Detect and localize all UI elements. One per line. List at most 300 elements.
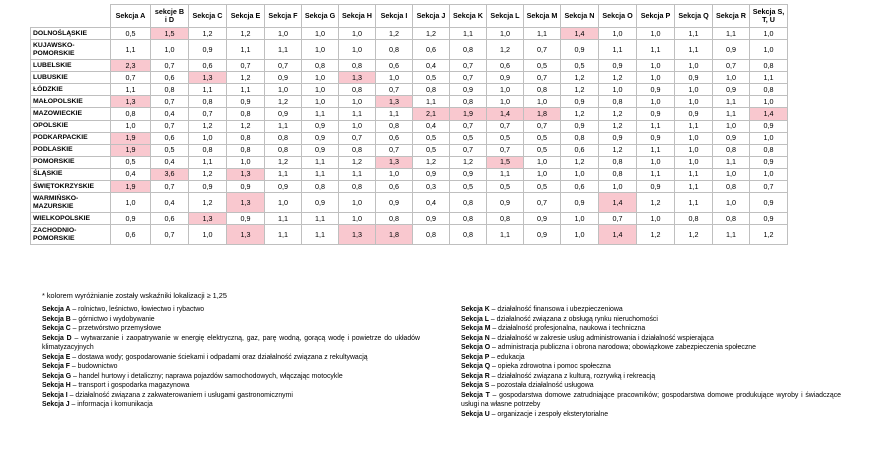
location-quotient-table	[30, 4, 788, 245]
table-cell: 0,5	[413, 132, 450, 144]
table-cell: 1,1	[487, 225, 524, 245]
table-cell: 0,7	[151, 181, 189, 193]
table-cell: 1,2	[637, 225, 675, 245]
table-row	[31, 132, 788, 144]
table-cell: 1,9	[111, 132, 151, 144]
table-cell: 1,0	[339, 193, 376, 213]
legend-desc: – działalność związana z zakwaterowaniem i usługami gastronomicznymi	[67, 391, 293, 399]
table-cell: 1,0	[302, 84, 339, 96]
table-cell: 1,2	[189, 193, 227, 213]
table-cell: 2,3	[111, 60, 151, 72]
column-header: sekcje B i D	[151, 5, 189, 28]
table-cell: 0,9	[561, 96, 599, 108]
table-cell: 1,3	[227, 225, 265, 245]
table-cell: 0,9	[750, 193, 788, 213]
table-cell: 0,8	[750, 144, 788, 156]
legend-code: Sekcja O	[461, 344, 491, 351]
table-cell: 0,7	[524, 40, 561, 60]
table-cell: 1,1	[675, 168, 713, 180]
table-cell: 1,1	[189, 156, 227, 168]
table-cell: 0,6	[376, 181, 413, 193]
table-cell: 0,5	[524, 60, 561, 72]
table-cell: 1,0	[339, 28, 376, 40]
legend-code: Sekcja G	[42, 372, 72, 380]
table-header-row	[31, 5, 788, 28]
table-cell: 0,6	[189, 60, 227, 72]
table-cell: 1,0	[524, 156, 561, 168]
table-cell: 0,8	[713, 213, 750, 225]
column-header: Sekcja R	[713, 5, 750, 28]
table-cell: 1,0	[637, 213, 675, 225]
table-row	[31, 84, 788, 96]
table-cell: 1,4	[750, 108, 788, 120]
table-cell: 0,9	[450, 168, 487, 180]
table-cell: 1,0	[599, 28, 637, 40]
table-cell: 1,0	[637, 60, 675, 72]
table-cell: 1,1	[413, 96, 450, 108]
table-cell: 1,2	[376, 28, 413, 40]
table-cell: 1,1	[713, 225, 750, 245]
legend-desc: – transport i gospodarka magazynowa	[70, 382, 190, 389]
table-cell: 0,4	[413, 120, 450, 132]
table-cell: 1,3	[376, 156, 413, 168]
table-cell: 0,6	[111, 225, 151, 245]
table-cell: 1,1	[637, 168, 675, 180]
table-cell: 1,1	[302, 225, 339, 245]
table-cell: 0,9	[637, 132, 675, 144]
legend-item	[42, 334, 420, 353]
table-cell: 1,3	[189, 213, 227, 225]
table-cell: 1,0	[111, 193, 151, 213]
table-cell: 1,1	[713, 96, 750, 108]
table-cell: 0,9	[713, 40, 750, 60]
legend-code: Sekcja R	[461, 372, 490, 380]
table-cell: 0,8	[227, 108, 265, 120]
legend-code: Sekcja N	[461, 334, 490, 342]
legend-desc: – opieka zdrowotna i pomoc społeczna	[490, 363, 611, 370]
table-cell: 0,5	[450, 132, 487, 144]
legend-desc: – pozostała działalność usługowa	[489, 382, 594, 389]
table-cell: 1,0	[302, 72, 339, 84]
table-cell: 1,0	[750, 96, 788, 108]
legend-code: Sekcja D	[42, 334, 72, 342]
table-cell: 0,4	[413, 60, 450, 72]
table-cell: 0,9	[487, 193, 524, 213]
legend-code: Sekcja A	[42, 306, 71, 313]
table-cell: 0,8	[227, 144, 265, 156]
table-cell: 1,1	[111, 84, 151, 96]
legend-desc: – działalność w zakresie usług administrowania i działalność wspierająca	[489, 334, 714, 342]
table-cell: 1,4	[599, 193, 637, 213]
table-cell: 1,0	[713, 193, 750, 213]
table-cell: 0,6	[151, 213, 189, 225]
table-cell: 1,0	[637, 28, 675, 40]
table-cell: 0,8	[302, 60, 339, 72]
table-cell: 0,9	[227, 213, 265, 225]
legend-item	[42, 305, 420, 315]
region-name: ŚLĄSKIE	[31, 168, 111, 180]
table-cell: 0,6	[376, 132, 413, 144]
table-cell: 0,9	[413, 168, 450, 180]
table-cell: 1,9	[111, 181, 151, 193]
table-cell: 0,8	[750, 84, 788, 96]
legend-code: Sekcja C	[42, 325, 71, 332]
legend-code: Sekcja L	[461, 315, 489, 323]
table-cell: 1,1	[487, 168, 524, 180]
legend-code: Sekcja U	[461, 410, 490, 418]
legend-desc: – działalność profesjonalna, naukowa i techniczna	[490, 325, 646, 332]
table-cell: 1,2	[339, 156, 376, 168]
legend-code: Sekcja K	[461, 306, 490, 313]
table-cell: 0,9	[599, 60, 637, 72]
highlight-note: * kolorem wyróżnianie zostały wskaźniki lokalizacji ≥ 1,25	[42, 291, 227, 300]
region-name: DOLNOŚLĄSKIE	[31, 28, 111, 40]
table-cell: 0,7	[151, 225, 189, 245]
table-cell: 1,2	[413, 28, 450, 40]
legend-item	[461, 362, 841, 372]
table-cell: 1,2	[561, 156, 599, 168]
table-cell: 0,8	[599, 168, 637, 180]
table-cell: 0,8	[302, 181, 339, 193]
table-cell: 0,7	[524, 193, 561, 213]
table-cell: 0,9	[189, 181, 227, 193]
table-cell: 1,3	[339, 72, 376, 84]
table-cell: 1,1	[339, 108, 376, 120]
table-cell: 0,7	[750, 181, 788, 193]
legend-desc: – edukacja	[489, 353, 525, 361]
table-cell: 3,6	[151, 168, 189, 180]
legend-desc: – wytwarzanie i zaopatrywanie w energię elektryczną, gaz, parę wodną, gorącą wodę i powietrze do układów klimatyzacyjnych	[42, 334, 420, 351]
region-name: ŁÓDZKIE	[31, 84, 111, 96]
table-cell: 1,1	[227, 84, 265, 96]
legend-item	[42, 391, 420, 401]
table-cell: 0,7	[524, 72, 561, 84]
table-cell: 1,2	[561, 108, 599, 120]
table-cell: 1,1	[302, 156, 339, 168]
table-cell: 0,7	[376, 84, 413, 96]
table-cell: 1,0	[189, 225, 227, 245]
region-name: PODKARPACKIE	[31, 132, 111, 144]
region-name: PODLASKIE	[31, 144, 111, 156]
table-cell: 0,9	[750, 156, 788, 168]
table-cell: 0,9	[637, 84, 675, 96]
table-cell: 1,2	[637, 193, 675, 213]
table-cell: 0,7	[151, 60, 189, 72]
table-cell: 0,5	[487, 132, 524, 144]
table-cell: 0,9	[265, 181, 302, 193]
table-cell: 1,0	[675, 60, 713, 72]
table-cell: 1,2	[450, 156, 487, 168]
legend-item	[461, 315, 841, 325]
table-cell: 0,5	[524, 144, 561, 156]
table-cell: 1,0	[750, 132, 788, 144]
table-row	[31, 108, 788, 120]
table-cell: 1,2	[750, 225, 788, 245]
legend-code: Sekcja I	[42, 391, 68, 399]
section-legend-left	[42, 305, 420, 410]
table-cell: 0,8	[675, 213, 713, 225]
column-header: Sekcja E	[227, 5, 265, 28]
table-cell: 0,6	[151, 72, 189, 84]
legend-item	[42, 324, 420, 334]
table-cell: 0,9	[561, 120, 599, 132]
table-cell: 0,7	[111, 72, 151, 84]
legend-desc: – dostawa wody; gospodarowanie ściekami i odpadami oraz działalność związana z rekultywacją	[70, 353, 368, 361]
legend-desc: – informacja i komunikacja	[69, 401, 153, 408]
table-cell: 1,0	[637, 156, 675, 168]
table-cell: 0,8	[265, 144, 302, 156]
table-cell: 0,9	[675, 108, 713, 120]
table-cell: 1,1	[265, 225, 302, 245]
table-row	[31, 120, 788, 132]
table-cell: 1,0	[750, 168, 788, 180]
table-cell: 0,4	[151, 108, 189, 120]
table-cell: 1,0	[524, 96, 561, 108]
table-cell: 1,8	[376, 225, 413, 245]
table-cell: 0,5	[151, 144, 189, 156]
table-cell: 0,8	[750, 60, 788, 72]
region-name: MAŁOPOLSKIE	[31, 96, 111, 108]
table-cell: 0,6	[413, 40, 450, 60]
table-cell: 1,2	[227, 72, 265, 84]
table-cell: 0,8	[487, 213, 524, 225]
table-cell: 1,1	[450, 28, 487, 40]
legend-code: Sekcja M	[461, 325, 491, 332]
table-cell: 1,0	[750, 28, 788, 40]
legend-desc: – budownictwo	[69, 363, 118, 370]
table-cell: 0,7	[376, 144, 413, 156]
legend-code: Sekcja S	[461, 382, 490, 389]
table-cell: 1,1	[524, 28, 561, 40]
table-cell: 1,0	[151, 40, 189, 60]
legend-desc: – administracja publiczna i obrona narodowa; obowiązkowe zabezpieczenia społeczne	[490, 344, 756, 351]
table-cell: 0,8	[376, 40, 413, 60]
table-cell: 0,7	[524, 120, 561, 132]
table-cell: 0,9	[561, 193, 599, 213]
table-cell: 0,9	[599, 132, 637, 144]
table-cell: 0,8	[450, 40, 487, 60]
table-cell: 0,5	[561, 60, 599, 72]
table-cell: 0,9	[265, 72, 302, 84]
table-cell: 1,8	[524, 108, 561, 120]
table-cell: 0,5	[487, 181, 524, 193]
table-cell: 1,0	[713, 72, 750, 84]
table-cell: 1,2	[561, 72, 599, 84]
table-cell: 0,7	[450, 72, 487, 84]
table-cell: 1,4	[561, 28, 599, 40]
column-header: Sekcja C	[189, 5, 227, 28]
table-cell: 1,2	[599, 144, 637, 156]
table-cell: 1,1	[265, 40, 302, 60]
table-row	[31, 225, 788, 245]
table-cell: 1,0	[637, 72, 675, 84]
table-cell: 1,2	[189, 120, 227, 132]
table-row	[31, 60, 788, 72]
legend-desc: – przetwórstwo przemysłowe	[70, 325, 162, 332]
table-cell: 0,9	[189, 40, 227, 60]
table-cell: 1,1	[265, 168, 302, 180]
table-cell: 0,8	[413, 84, 450, 96]
table-cell: 0,4	[111, 168, 151, 180]
table-cell: 0,8	[339, 84, 376, 96]
table-row	[31, 144, 788, 156]
table-cell: 0,8	[189, 96, 227, 108]
table-cell: 1,0	[675, 156, 713, 168]
table-cell: 0,9	[450, 84, 487, 96]
table-cell: 1,1	[111, 40, 151, 60]
table-cell: 1,1	[599, 40, 637, 60]
table-cell: 1,2	[599, 72, 637, 84]
table-cell: 0,6	[561, 181, 599, 193]
table-cell: 0,7	[450, 60, 487, 72]
table-cell: 0,9	[675, 72, 713, 84]
table-cell: 1,1	[713, 28, 750, 40]
table-cell: 1,4	[487, 108, 524, 120]
legend-desc: – rolnictwo, leśnictwo, łowiectwo i rybactwo	[70, 306, 205, 313]
table-row	[31, 181, 788, 193]
table-cell: 0,5	[111, 28, 151, 40]
table-cell: 1,1	[265, 213, 302, 225]
section-legend-right	[461, 305, 841, 419]
table-cell: 0,9	[713, 84, 750, 96]
legend-code: Sekcja B	[42, 315, 71, 323]
table-cell: 1,0	[302, 40, 339, 60]
table-cell: 0,5	[450, 181, 487, 193]
table-cell: 0,8	[450, 225, 487, 245]
legend-desc: – organizacje i zespoły eksterytorialne	[489, 410, 609, 418]
column-header: Sekcja A	[111, 5, 151, 28]
column-header: Sekcja Q	[675, 5, 713, 28]
table-cell: 1,3	[111, 96, 151, 108]
table-cell: 1,0	[339, 40, 376, 60]
table-cell: 0,7	[339, 132, 376, 144]
table-cell: 0,9	[750, 213, 788, 225]
table-cell: 0,7	[713, 60, 750, 72]
legend-code: Sekcja T	[461, 391, 490, 399]
table-cell: 0,8	[413, 225, 450, 245]
table-cell: 0,9	[302, 144, 339, 156]
table-cell: 1,2	[675, 225, 713, 245]
table-row	[31, 168, 788, 180]
legend-code: Sekcja J	[42, 401, 70, 408]
table-cell: 0,8	[713, 181, 750, 193]
table-cell: 0,8	[450, 193, 487, 213]
table-cell: 0,9	[713, 132, 750, 144]
legend-desc: – działalność związana z kulturą, rozrywką i rekreacją	[489, 372, 656, 380]
legend-item	[461, 381, 841, 391]
region-name: ZACHODNIO-POMORSKIE	[31, 225, 111, 245]
table-cell: 1,0	[675, 132, 713, 144]
table-cell: 1,1	[302, 213, 339, 225]
legend-code: Sekcja F	[42, 363, 70, 370]
table-cell: 1,3	[339, 225, 376, 245]
table-cell: 1,0	[339, 96, 376, 108]
table-cell: 1,1	[265, 120, 302, 132]
table-cell: 1,0	[713, 168, 750, 180]
table-cell: 1,0	[675, 144, 713, 156]
table-cell: 1,1	[637, 144, 675, 156]
table-cell: 1,0	[339, 120, 376, 132]
table-row	[31, 72, 788, 84]
table-cell: 1,0	[750, 40, 788, 60]
table-cell: 1,0	[265, 28, 302, 40]
legend-desc: – handel hurtowy i detaliczny; naprawa pojazdów samochodowych, włączając motocykle	[71, 372, 343, 380]
table-cell: 0,8	[561, 132, 599, 144]
table-cell: 0,8	[339, 144, 376, 156]
table-cell: 0,5	[413, 144, 450, 156]
table-cell: 1,2	[189, 168, 227, 180]
table-cell: 0,4	[413, 193, 450, 213]
legend-desc: – gospodarstwa domowe zatrudniające pracowników; gospodarstwa domowe produkujące wyroby i świadczące usługi na własne potrzeby	[461, 391, 841, 408]
table-cell: 1,0	[487, 84, 524, 96]
table-cell: 1,1	[750, 72, 788, 84]
table-cell: 1,1	[637, 120, 675, 132]
legend-item	[461, 343, 841, 353]
table-row	[31, 193, 788, 213]
table-cell: 0,9	[487, 72, 524, 84]
table-cell: 0,8	[599, 96, 637, 108]
table-cell: 1,1	[189, 84, 227, 96]
table-cell: 1,3	[189, 72, 227, 84]
legend-item	[461, 372, 841, 382]
table-row	[31, 28, 788, 40]
legend-item	[461, 410, 841, 420]
table-cell: 1,1	[675, 120, 713, 132]
table-cell: 1,0	[487, 96, 524, 108]
legend-item	[42, 381, 420, 391]
table-cell: 1,0	[599, 84, 637, 96]
legend-item	[461, 324, 841, 334]
table-cell: 0,5	[111, 156, 151, 168]
table-cell: 1,2	[265, 96, 302, 108]
table-cell: 0,8	[376, 120, 413, 132]
legend-code: Sekcja E	[42, 353, 71, 361]
table-cell: 1,0	[227, 156, 265, 168]
table-cell: 0,6	[487, 60, 524, 72]
table-cell: 0,6	[151, 132, 189, 144]
legend-desc: – działalność finansowa i ubezpieczeniowa	[489, 306, 623, 313]
table-cell: 0,5	[524, 181, 561, 193]
table-cell: 1,2	[413, 156, 450, 168]
table-cell: 1,0	[487, 28, 524, 40]
table-cell: 1,1	[376, 108, 413, 120]
location-quotient-table-wrapper	[30, 4, 788, 245]
legend-code: Sekcja P	[461, 353, 490, 361]
table-cell: 1,2	[561, 84, 599, 96]
table-row	[31, 96, 788, 108]
table-cell: 0,7	[487, 120, 524, 132]
table-cell: 1,0	[302, 28, 339, 40]
table-cell: 1,0	[561, 168, 599, 180]
column-header: Sekcja I	[376, 5, 413, 28]
table-cell: 1,0	[265, 193, 302, 213]
table-cell: 1,0	[675, 84, 713, 96]
table-cell: 1,0	[265, 84, 302, 96]
table-row	[31, 156, 788, 168]
table-cell: 2,1	[413, 108, 450, 120]
table-cell: 0,9	[227, 96, 265, 108]
column-header: Sekcja F	[265, 5, 302, 28]
legend-desc: – działalność związana z obsługą rynku nieruchomości	[488, 315, 658, 323]
table-cell: 0,6	[376, 60, 413, 72]
table-cell: 1,0	[111, 120, 151, 132]
table-cell: 0,9	[637, 181, 675, 193]
column-header: Sekcja G	[302, 5, 339, 28]
table-cell: 1,9	[450, 108, 487, 120]
table-cell: 1,1	[675, 181, 713, 193]
table-cell: 0,8	[450, 96, 487, 108]
table-cell: 0,9	[302, 193, 339, 213]
